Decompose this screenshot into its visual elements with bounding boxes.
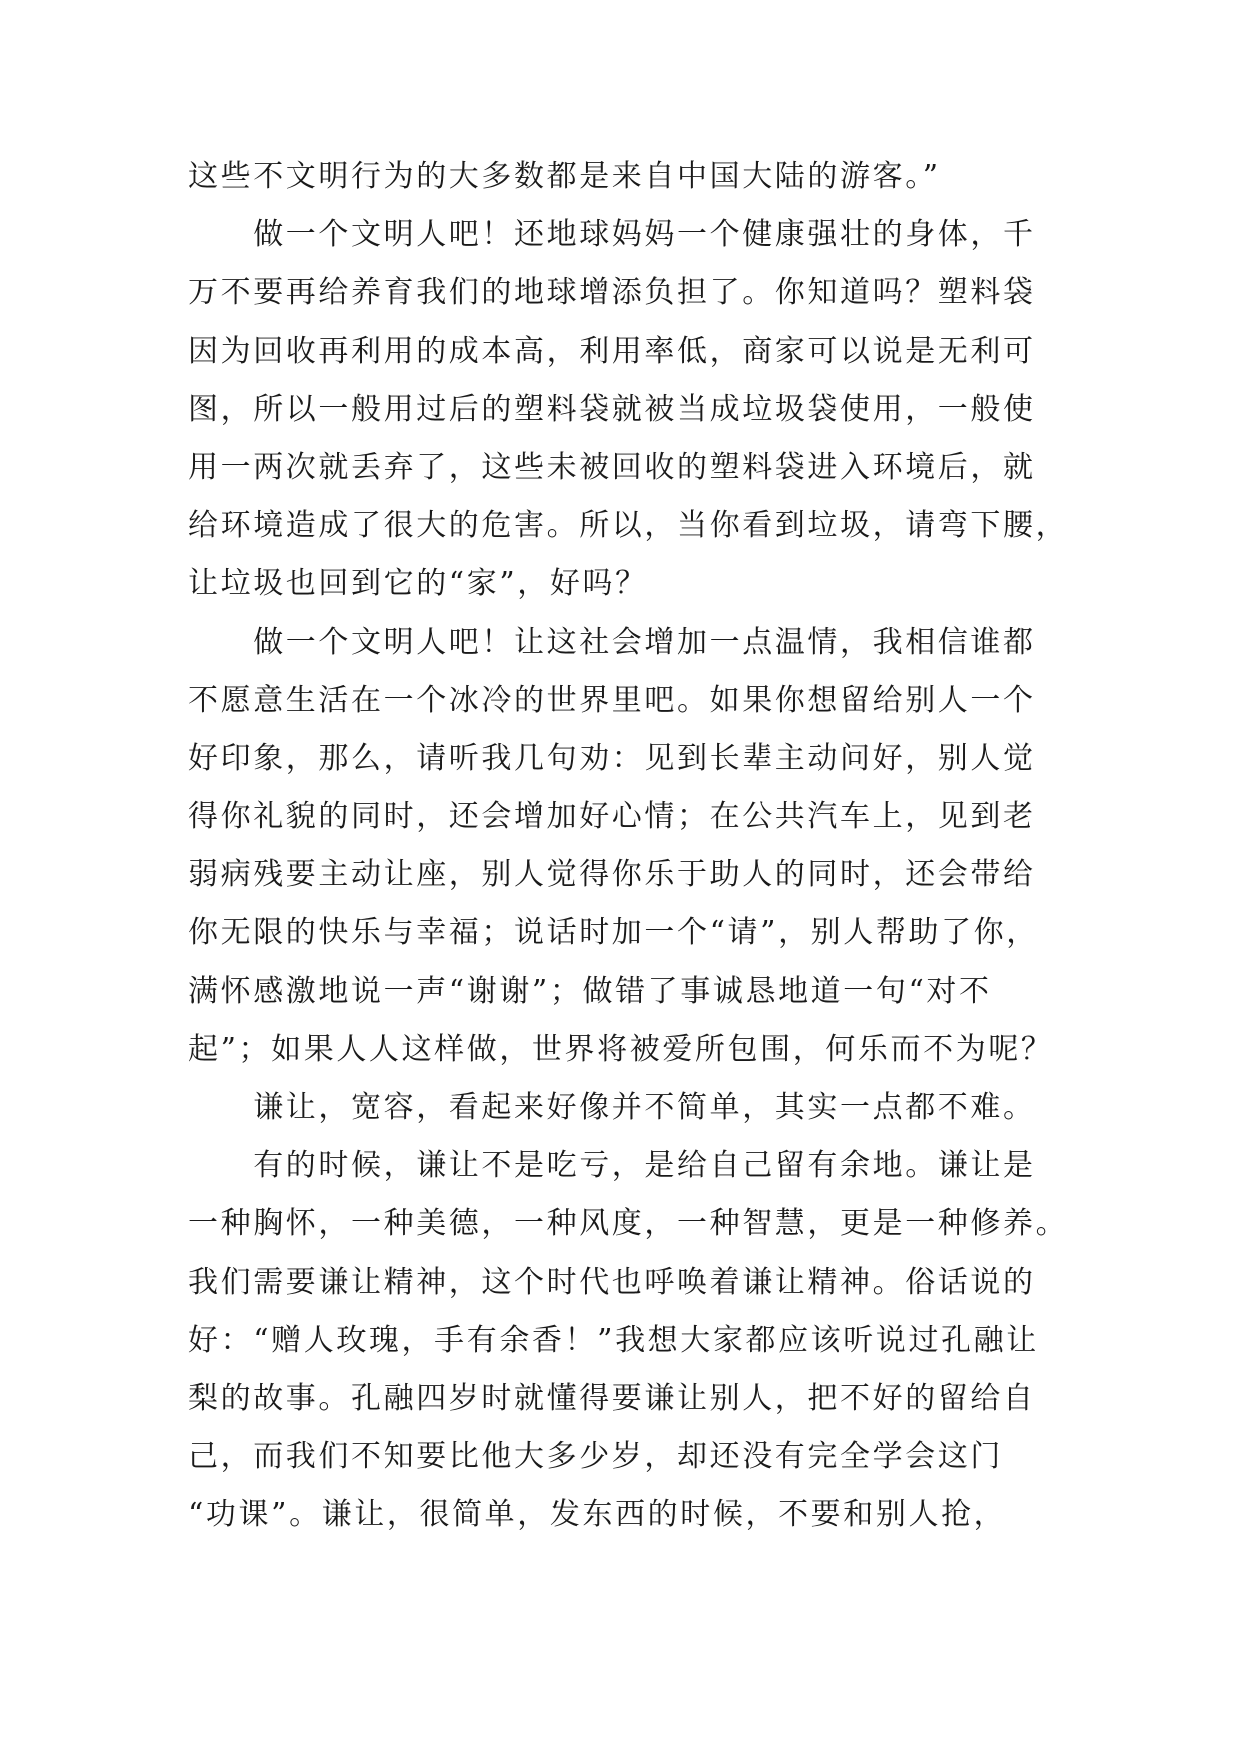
text-line: 己，而我们不知要比他大多少岁，却还没有完全学会这门 — [188, 1439, 1003, 1475]
text-line: 弱病残要主动让座，别人觉得你乐于助人的同时，还会带给 — [188, 857, 1036, 893]
text-line: 一种胸怀，一种美德，一种风度，一种智慧，更是一种修养。 — [188, 1206, 1069, 1242]
text-line: 这些不文明行为的大多数都是来自中国大陆的游客。” — [188, 159, 941, 194]
text-line: 给环境造成了很大的危害。所以，当你看到垃圾，请弯下腰， — [188, 508, 1069, 544]
text-line: 有的时候，谦让不是吃亏，是给自己留有余地。谦让是 — [188, 1148, 1036, 1184]
text-line: 满怀感激地说一声“谢谢”；做错了事诚恳地道一句“对不 — [188, 973, 992, 1009]
text-line: 做一个文明人吧！让这社会增加一点温情，我相信谁都 — [188, 624, 1036, 660]
text-line: 好印象，那么，请听我几句劝：见到长辈主动问好，别人觉 — [188, 740, 1036, 776]
text-line: “功课”。谦让，很简单，发东西的时候，不要和别人抢， — [188, 1497, 1007, 1533]
text-line: 不愿意生活在一个冰冷的世界里吧。如果你想留给别人一个 — [188, 682, 1036, 718]
text-line: 图，所以一般用过后的塑料袋就被当成垃圾袋使用，一般使 — [188, 391, 1036, 427]
document-body — [188, 148, 1068, 1545]
text-line: 好：“赠人玫瑰，手有余香！”我想大家都应该听说过孔融让 — [188, 1322, 1039, 1358]
text-line: 得你礼貌的同时，还会增加好心情；在公共汽车上，见到老 — [188, 799, 1036, 835]
text-line: 你无限的快乐与幸福；说话时加一个“请”，别人帮助了你， — [188, 915, 1039, 951]
text-line: 用一两次就丢弃了，这些未被回收的塑料袋进入环境后，就 — [188, 449, 1036, 485]
text-line: 梨的故事。孔融四岁时就懂得要谦让别人，把不好的留给自 — [188, 1380, 1036, 1416]
text-line: 我们需要谦让精神，这个时代也呼唤着谦让精神。俗话说的 — [188, 1264, 1036, 1300]
text-line: 谦让，宽容，看起来好像并不简单，其实一点都不难。 — [188, 1090, 1036, 1125]
text-line: 因为回收再利用的成本高，利用率低，商家可以说是无利可 — [188, 333, 1036, 369]
text-line: 做一个文明人吧！还地球妈妈一个健康强壮的身体，千 — [188, 217, 1036, 253]
text-line: 起”；如果人人这样做，世界将被爱所包围，何乐而不为呢？ — [188, 1031, 1054, 1067]
text-line: 万不要再给养育我们的地球增添负担了。你知道吗？塑料袋 — [188, 275, 1036, 311]
text-line: 让垃圾也回到它的“家”，好吗？ — [188, 566, 648, 602]
